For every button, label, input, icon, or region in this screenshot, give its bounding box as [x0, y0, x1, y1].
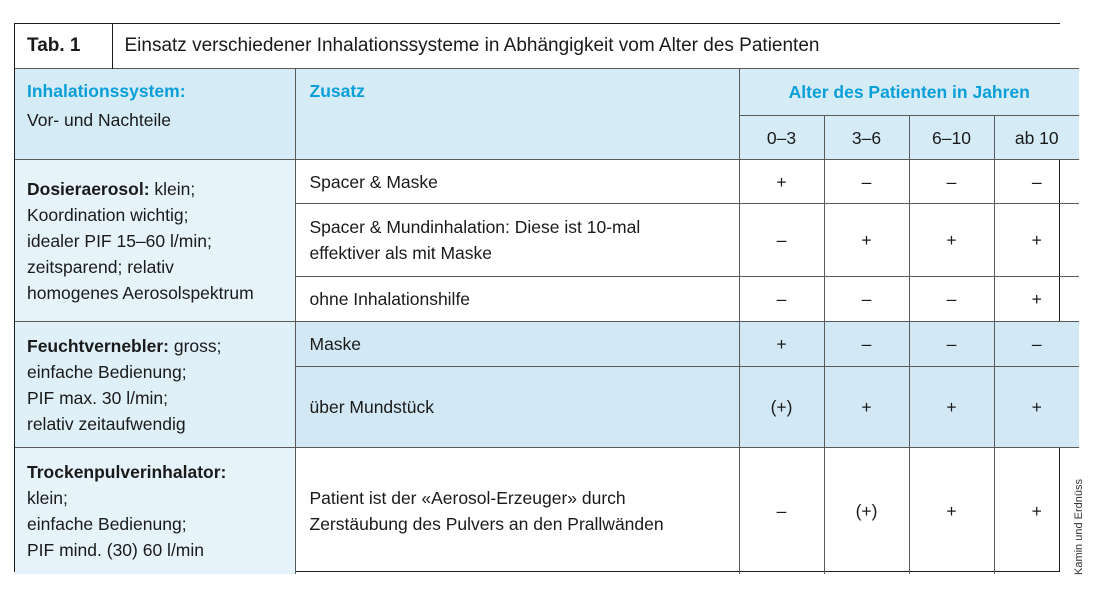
header-vor-nachteile: Vor- und Nachteile [27, 110, 171, 130]
value-cell: – [739, 448, 824, 575]
header-alter: Alter des Patienten in Jahren [739, 69, 1079, 116]
table-row [15, 160, 1079, 204]
value-cell: – [739, 204, 824, 277]
zusatz-cell: Spacer & Maske [295, 160, 739, 204]
group-desc-line: klein; [27, 488, 68, 508]
value-cell: + [909, 204, 994, 277]
value-cell: + [739, 160, 824, 204]
group-desc-line: homogenes Aerosolspektrum [27, 282, 254, 303]
caption-row [15, 24, 1079, 69]
value-cell: – [824, 160, 909, 204]
value-cell: – [909, 277, 994, 322]
group-name-dosieraerosol: Dosieraerosol: [27, 178, 150, 199]
zusatz-cell: Spacer & Mundinhalation: Diese ist 10-mal effektiver als mit Maske [295, 204, 739, 277]
header-inhalationssystem [15, 69, 295, 160]
group-desc-line: idealer PIF 15–60 l/min; [27, 230, 212, 251]
value-cell: – [994, 160, 1079, 204]
table-title: Einsatz verschiedener Inhalationssysteme in Abhängigkeit vom Alter des Patienten [112, 24, 1079, 69]
age-col-ab-10: ab 10 [994, 116, 1079, 160]
value-cell: + [824, 367, 909, 448]
group-desc-line: Dosieraerosol: klein; [27, 178, 196, 199]
group-name-trockenpulverinhalator: Trockenpulverinhalator: [27, 462, 227, 482]
zusatz-cell: über Mundstück [295, 367, 739, 448]
value-cell: – [824, 322, 909, 367]
value-cell: (+) [739, 367, 824, 448]
value-cell: + [994, 277, 1079, 322]
group-desc-line: Feuchtvernebler: gross; [27, 335, 222, 356]
inhalation-table [15, 24, 1079, 574]
header-zusatz: Zusatz [295, 69, 739, 160]
header-inhalationssystem-title: Inhalationssystem: [27, 81, 186, 101]
value-cell: – [739, 277, 824, 322]
zusatz-cell: ohne Inhalationshilfe [295, 277, 739, 322]
group-desc-line: zeitsparend; relativ [27, 256, 174, 277]
value-cell: + [739, 322, 824, 367]
group-desc-line: PIF max. 30 l/min; [27, 387, 169, 408]
group-desc-line: PIF mind. (30) 60 l/min [27, 540, 204, 560]
table-row [15, 448, 1079, 575]
age-col-3-6: 3–6 [824, 116, 909, 160]
value-cell: + [994, 204, 1079, 277]
value-cell: + [994, 448, 1079, 575]
value-cell: + [994, 367, 1079, 448]
table-row [15, 322, 1079, 367]
value-cell: + [824, 204, 909, 277]
header-row-1 [15, 69, 1079, 116]
zusatz-cell: Maske [295, 322, 739, 367]
value-cell: – [909, 322, 994, 367]
group-desc-line: Koordination wichtig; [27, 204, 189, 225]
value-cell: + [909, 367, 994, 448]
photo-credit: Kamin und Erdnüss [1073, 479, 1085, 575]
value-cell: – [909, 160, 994, 204]
value-cell: (+) [824, 448, 909, 575]
group-name-feuchtvernebler: Feuchtvernebler: [27, 335, 169, 356]
group-desc-feuchtvernebler [15, 322, 295, 448]
age-col-0-3: 0–3 [739, 116, 824, 160]
age-col-6-10: 6–10 [909, 116, 994, 160]
group-desc-line: relativ zeitaufwendig [27, 413, 186, 434]
value-cell: + [909, 448, 994, 575]
group-desc-line: einfache Bedienung; [27, 361, 187, 382]
value-cell: – [994, 322, 1079, 367]
group-desc-trockenpulverinhalator [15, 448, 295, 575]
value-cell: – [824, 277, 909, 322]
table-container [14, 23, 1060, 572]
table-number: Tab. 1 [15, 24, 112, 69]
zusatz-cell: Patient ist der «Aerosol-Erzeuger» durch Zerstäubung des Pulvers an den Prallwänden [295, 448, 739, 575]
group-desc-dosieraerosol [15, 160, 295, 322]
group-desc-line: einfache Bedienung; [27, 514, 187, 534]
